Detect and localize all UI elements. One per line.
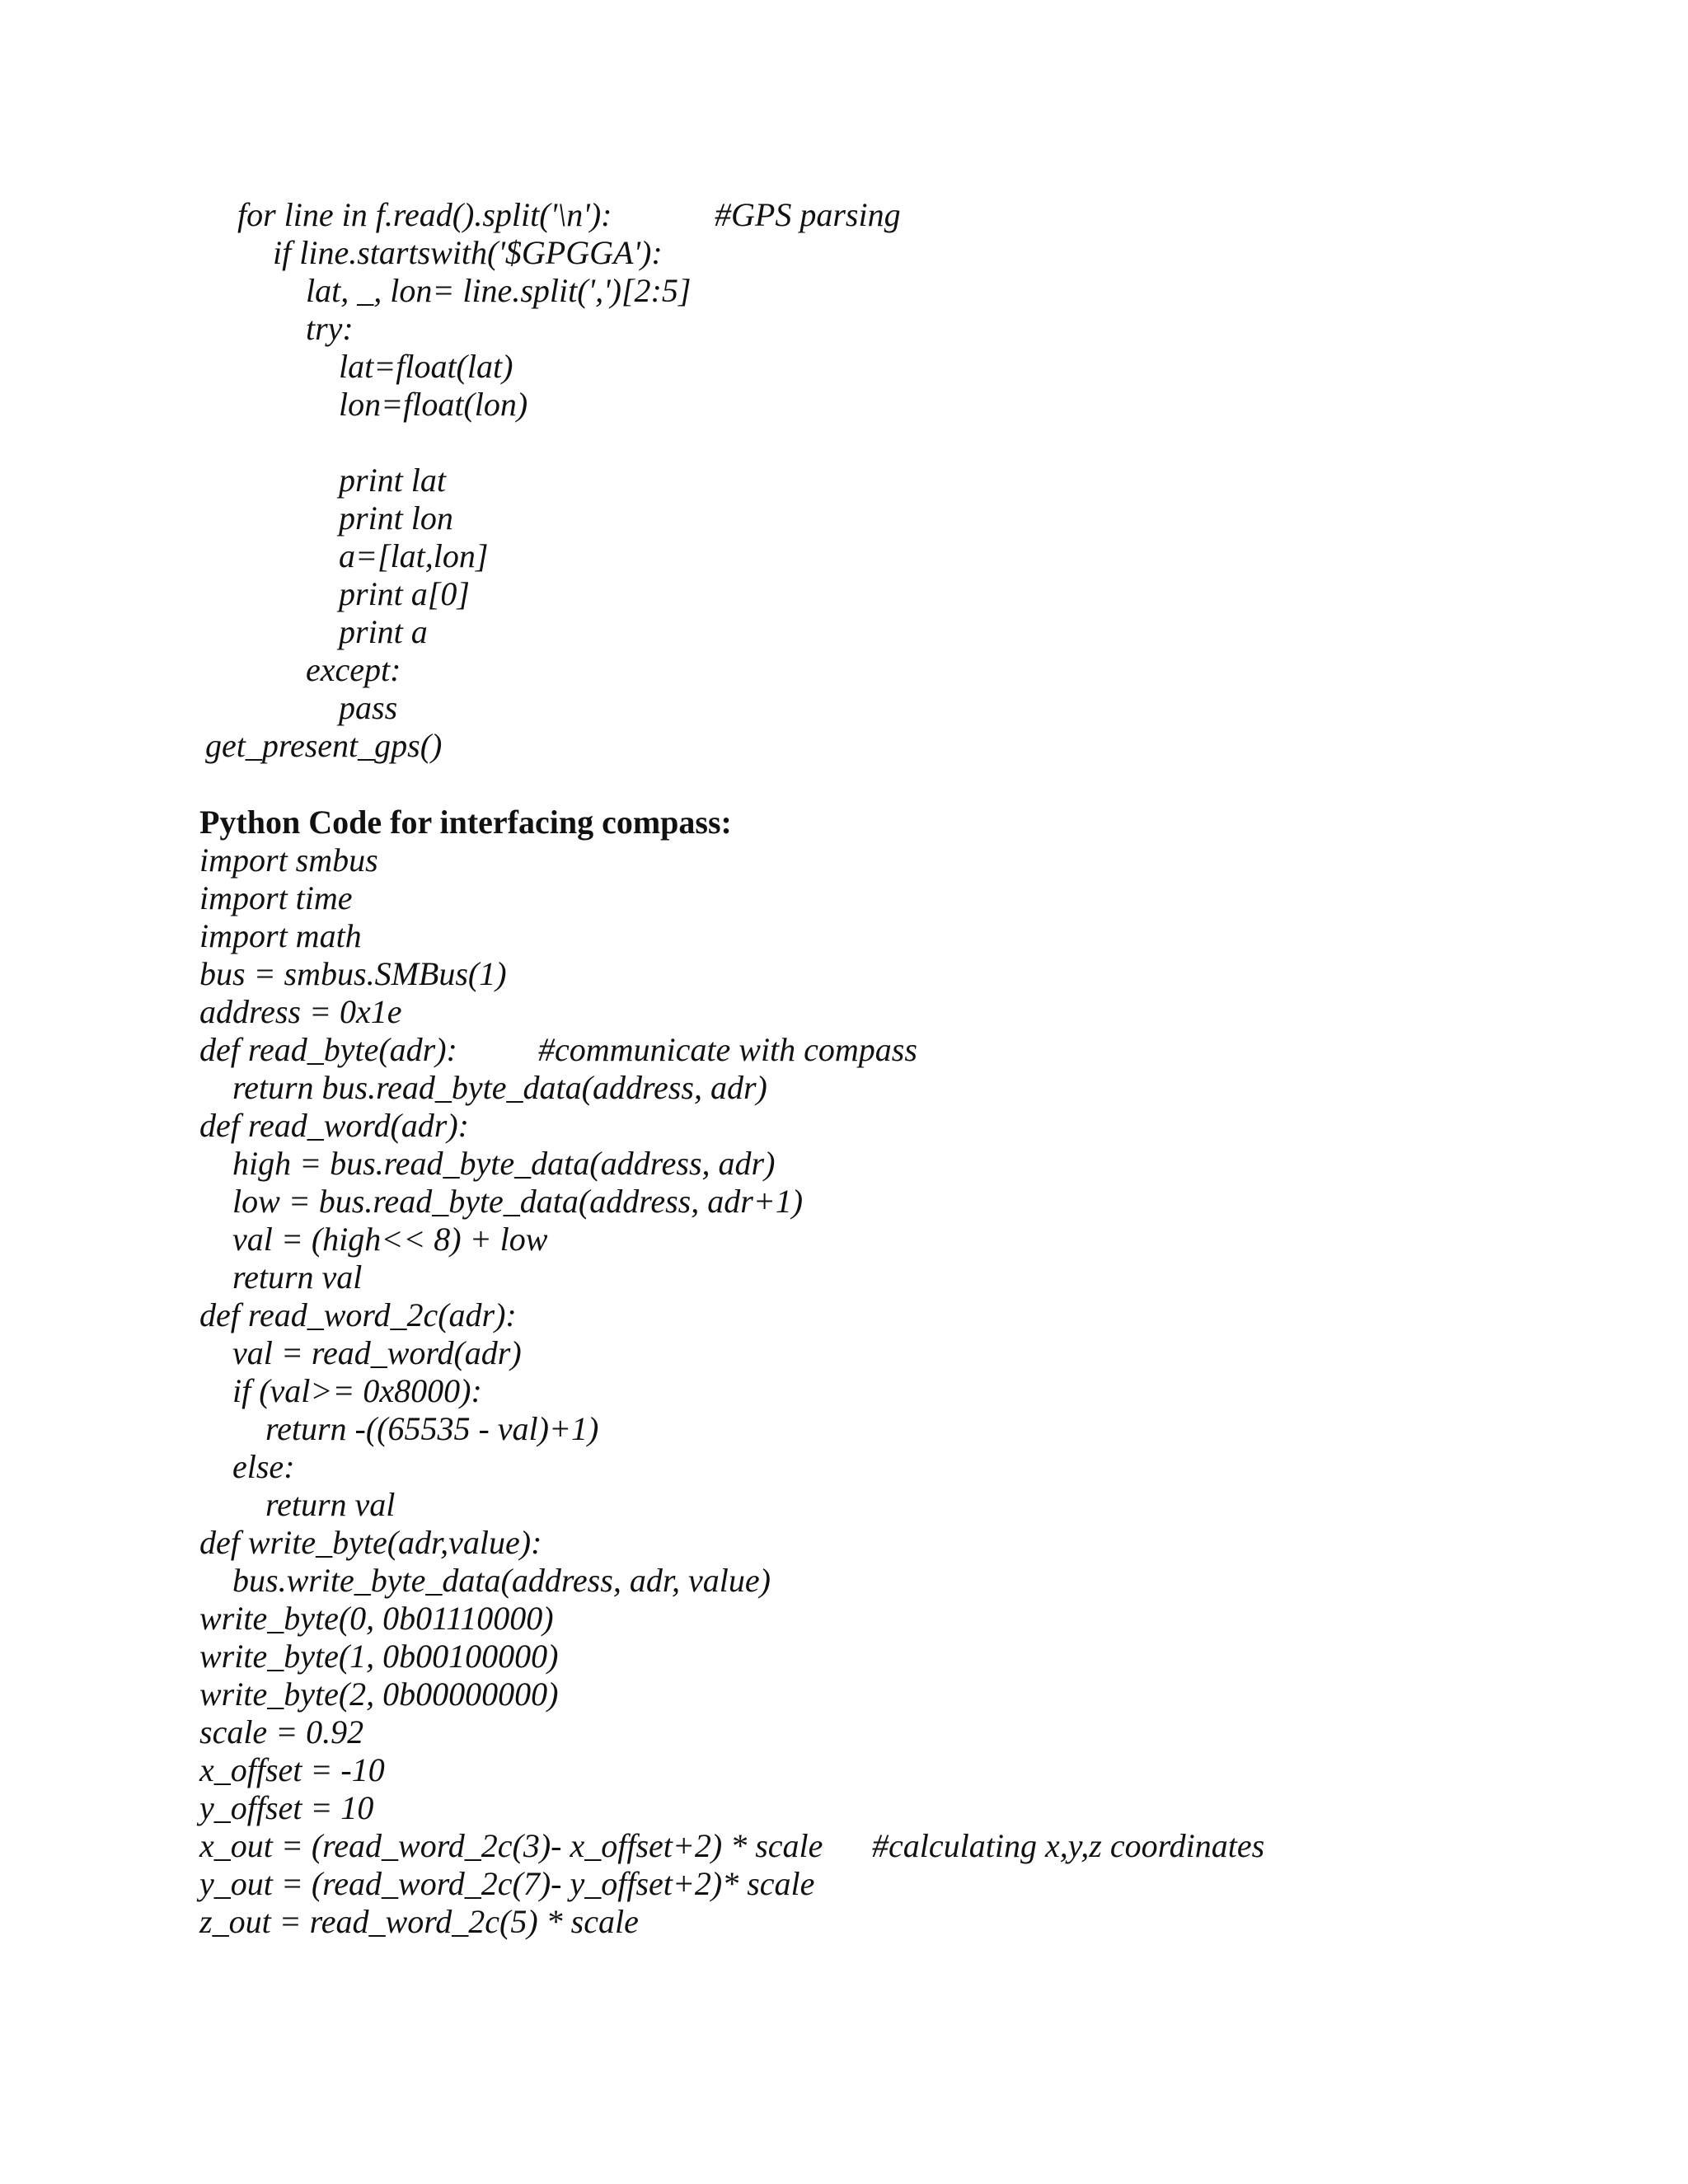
code-line: bus = smbus.SMBus(1) bbox=[199, 955, 507, 992]
code-line: address = 0x1e bbox=[199, 993, 402, 1030]
code-line: if (val>= 0x8000): bbox=[232, 1372, 482, 1409]
code-line: x_offset = -10 bbox=[199, 1751, 385, 1788]
code-line: print lat bbox=[339, 462, 447, 499]
code-line: def write_byte(adr,value): bbox=[199, 1524, 542, 1561]
code-line: return val bbox=[232, 1258, 363, 1296]
code-line: import time bbox=[199, 879, 353, 916]
code-line: get_present_gps() bbox=[205, 727, 443, 764]
code-line: write_byte(2, 0b00000000) bbox=[199, 1675, 559, 1713]
code-line: lat, _, lon= line.split(',')[2:5] bbox=[306, 272, 692, 309]
code-line: high = bus.read_byte_data(address, adr) bbox=[232, 1145, 776, 1182]
code-line: y_offset = 10 bbox=[199, 1789, 374, 1826]
code-line: y_out = (read_word_2c(7)- y_offset+2)* scale bbox=[199, 1865, 815, 1902]
code-line: pass bbox=[339, 689, 398, 726]
code-line: scale = 0.92 bbox=[199, 1713, 364, 1750]
code-line: return val bbox=[265, 1486, 396, 1523]
code-line: val = (high<< 8) + low bbox=[232, 1221, 548, 1258]
code-line: z_out = read_word_2c(5) * scale bbox=[199, 1903, 639, 1940]
code-line: low = bus.read_byte_data(address, adr+1) bbox=[232, 1183, 804, 1220]
code-line: def read_byte(adr): bbox=[199, 1031, 457, 1068]
code-comment-gps: #GPS parsing bbox=[715, 196, 901, 233]
code-line: x_out = (read_word_2c(3)- x_offset+2) * scale bbox=[199, 1827, 823, 1864]
code-line: if line.startswith('$GPGGA'): bbox=[273, 234, 663, 271]
code-line: print a[0] bbox=[339, 575, 470, 612]
code-line: import math bbox=[199, 917, 362, 954]
code-line: bus.write_byte_data(address, adr, value) bbox=[232, 1562, 771, 1599]
code-line: val = read_word(adr) bbox=[232, 1334, 522, 1371]
code-line: a=[lat,lon] bbox=[339, 537, 489, 574]
code-line: except: bbox=[306, 651, 401, 688]
section-heading: Python Code for interfacing compass: bbox=[199, 804, 732, 841]
code-comment-compass: #communicate with compass bbox=[538, 1031, 917, 1068]
code-line: for line in f.read().split('\n'): bbox=[237, 196, 612, 233]
code-line: import smbus bbox=[199, 841, 378, 879]
code-line: return bus.read_byte_data(address, adr) bbox=[232, 1069, 767, 1106]
code-line: return -((65535 - val)+1) bbox=[265, 1410, 599, 1447]
code-line: write_byte(0, 0b01110000) bbox=[199, 1600, 554, 1637]
code-line: def read_word(adr): bbox=[199, 1107, 469, 1144]
code-line: lon=float(lon) bbox=[339, 386, 528, 423]
code-line: write_byte(1, 0b00100000) bbox=[199, 1638, 559, 1675]
code-line: try: bbox=[306, 310, 354, 347]
code-line: else: bbox=[232, 1448, 295, 1485]
code-line: print lon bbox=[339, 499, 453, 537]
code-line: print a bbox=[339, 613, 428, 650]
code-comment-coords: #calculating x,y,z coordinates bbox=[872, 1827, 1265, 1864]
code-line: def read_word_2c(adr): bbox=[199, 1296, 517, 1333]
code-line: lat=float(lat) bbox=[339, 348, 513, 385]
